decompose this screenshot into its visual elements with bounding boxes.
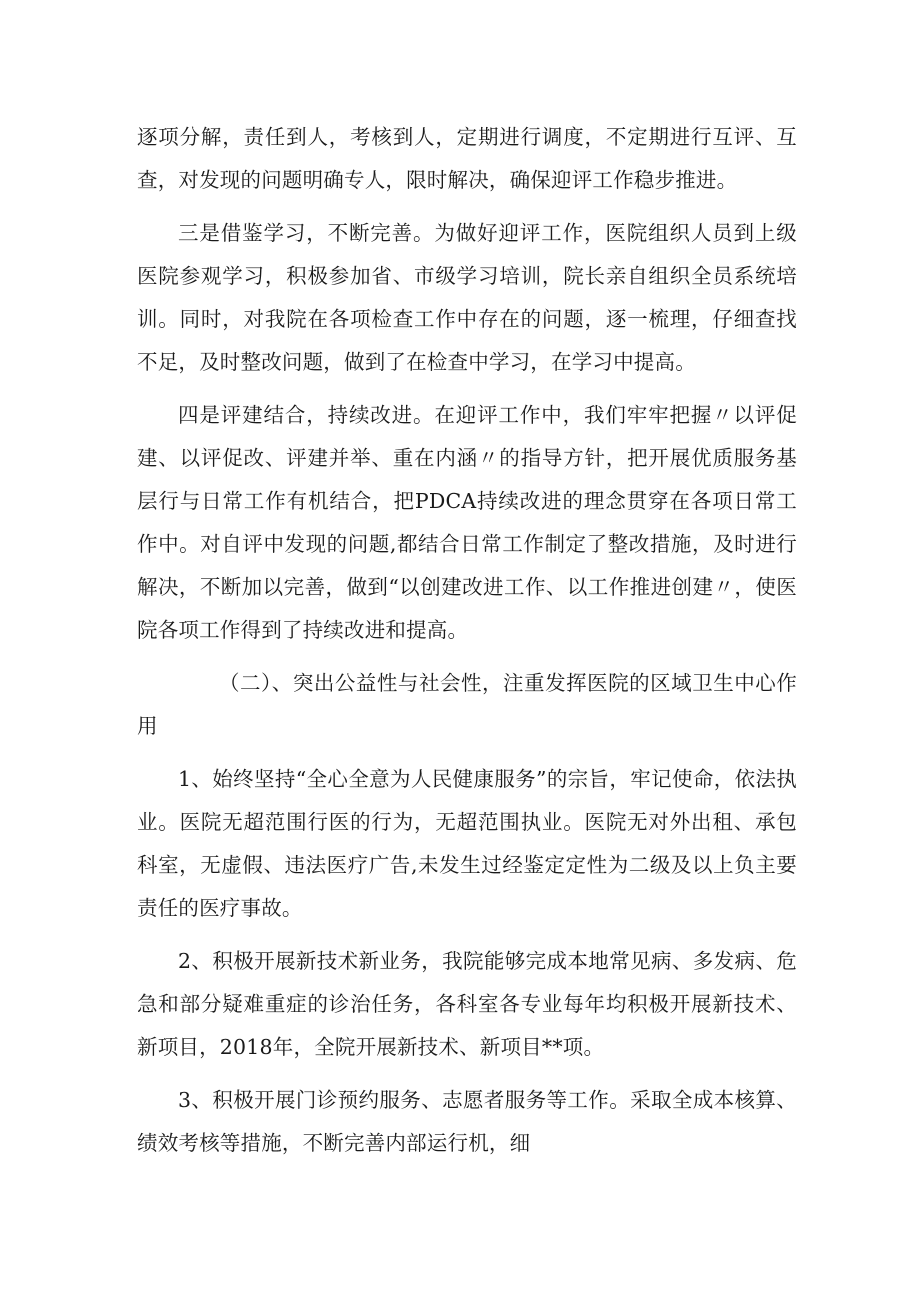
paragraph-item-1: 1、始终坚持“全心全意为人民健康服务”的宗旨，牢记使命，依法执业。医院无超范围行医的行为，无超范围执业。医院无对外出租、承包科室，无虚假、违法医疗广告,未发生过经鉴定定性为二级及以上负主要责任的医疗事故。 [137,767,797,920]
paragraph-continuation: 逐项分解，责任到人，考核到人，定期进行调度，不定期进行互评、互查，对发现的问题明确专人，限时解决，确保迎评工作稳步推进。 [137,125,797,192]
paragraph-item-3: 3、积极开展门诊预约服务、志愿者服务等工作。采取全成本核算、绩效考核等措施，不断完善内部运行机，细 [137,1088,797,1155]
section-heading: （二）、突出公益性与社会性，注重发挥医院的区域卫生中心作用 [137,671,797,738]
paragraph-item-2: 2、积极开展新技术新业务，我院能够完成本地常见病、多发病、危急和部分疑难重症的诊治任务，各科室各专业每年均积极开展新技术、新项目，2018年，全院开展新技术、新项目**项。 [137,949,797,1059]
paragraph-learning: 三是借鉴学习，不断完善。为做好迎评工作，医院组织人员到上级医院参观学习，积极参加省、市级学习培训，院长亲自组织全员系统培训。同时，对我院在各项检查工作中存在的问题，逐一梳理，仔细查找不足，及时整改问题，做到了在检查中学习，在学习中提高。 [137,221,797,374]
paragraph-evaluation: 四是评建结合，持续改进。在迎评工作中，我们牢牢把握〃以评促建、以评促改、评建并举、重在内涵〃的指导方针，把开展优质服务基层行与日常工作有机结合，把PDCA持续改进的理念贯穿在各项日常工作中。对自评中发现的问题,都结合日常工作制定了整改措施，及时进行解决，不断加以完善，做到“以创建改进工作、以工作推进创建〃，使医院各项工作得到了持续改进和提高。 [137,403,797,642]
document-body [137,116,797,1165]
